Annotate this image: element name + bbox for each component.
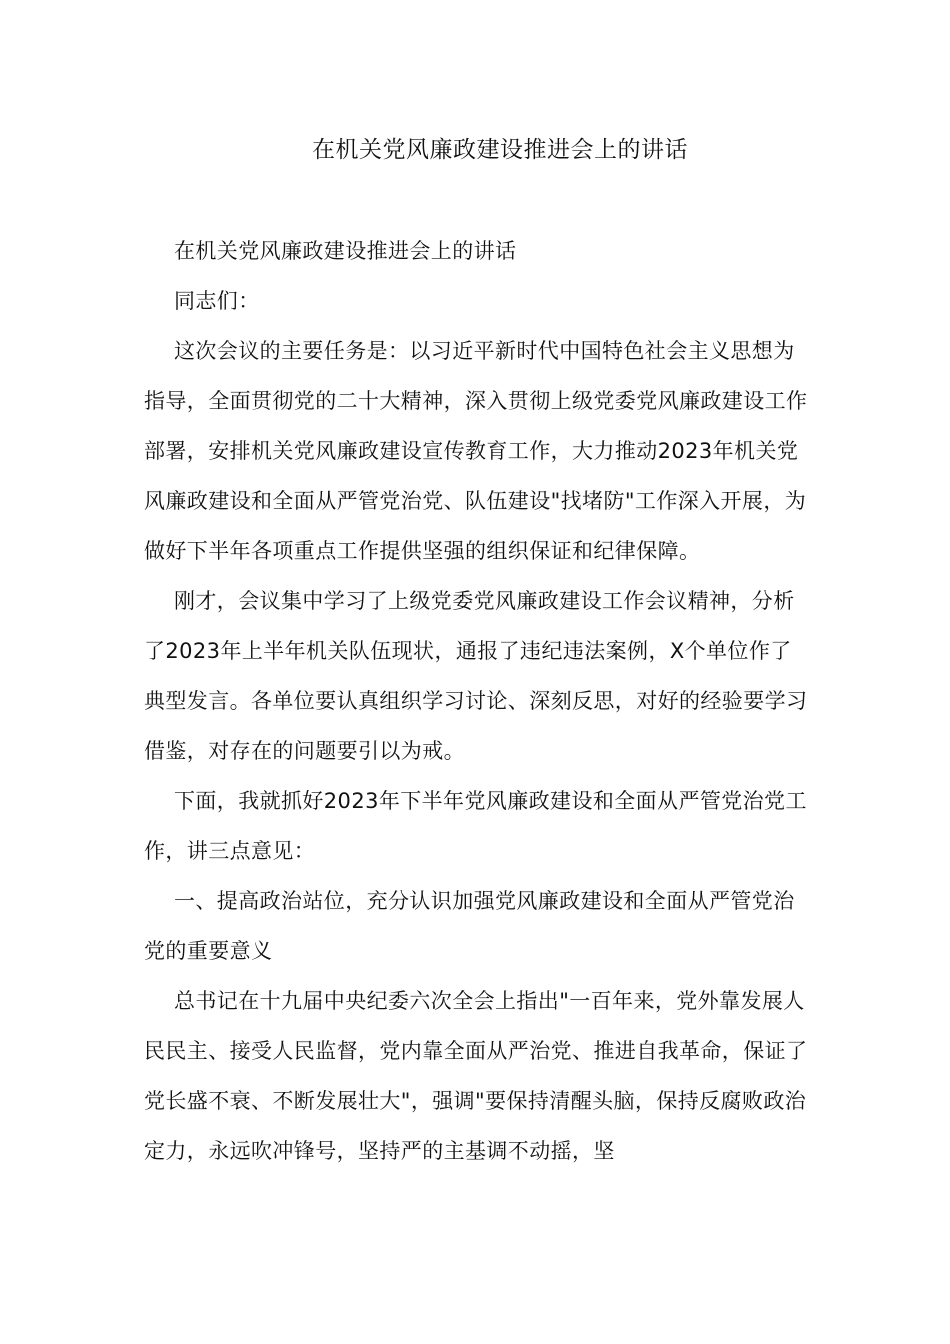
section-heading-one: 一、提高政治站位，充分认识加强党风廉政建设和全面从严管党治党的重要意义 xyxy=(144,889,795,963)
paragraph-repeat-title: 在机关党风廉政建设推进会上的讲话 xyxy=(174,239,517,263)
paragraph-meeting-review: 刚才，会议集中学习了上级党委党风廉政建设工作会议精神，分析了2023年上半年机关队伍现状，通报了违纪违法案例，X个单位作了典型发言。各单位要认真组织学习讨论、深刻反思，对好的经验要学习借鉴，对存在的问题要引以为戒。 xyxy=(144,589,808,763)
document-body xyxy=(144,226,808,1176)
paragraph-general-secretary-quote: 总书记在十九届中央纪委六次全会上指出"一百年来，党外靠发展人民民主、接受人民监督，党内靠全面从严治党、推进自我革命，保证了党长盛不衰、不断发展壮大"，强调"要保持清醒头脑，保持反腐败政治定力，永远吹冲锋号，坚持严的主基调不动摇，坚 xyxy=(144,989,808,1163)
document-title: 在机关党风廉政建设推进会上的讲话 xyxy=(312,137,688,163)
paragraph-meeting-task: 这次会议的主要任务是：以习近平新时代中国特色社会主义思想为指导，全面贯彻党的二十大精神，深入贯彻上级党委党风廉政建设工作部署，安排机关党风廉政建设宣传教育工作，大力推动2023年机关党风廉政建设和全面从严管党治党、队伍建设"找堵防"工作深入开展，为做好下半年各项重点工作提供坚强的组织保证和纪律保障。 xyxy=(144,339,808,563)
paragraph-salutation: 同志们： xyxy=(174,289,260,313)
paragraph-three-points-intro: 下面，我就抓好2023年下半年党风廉政建设和全面从严管党治党工作，讲三点意见： xyxy=(144,789,807,863)
